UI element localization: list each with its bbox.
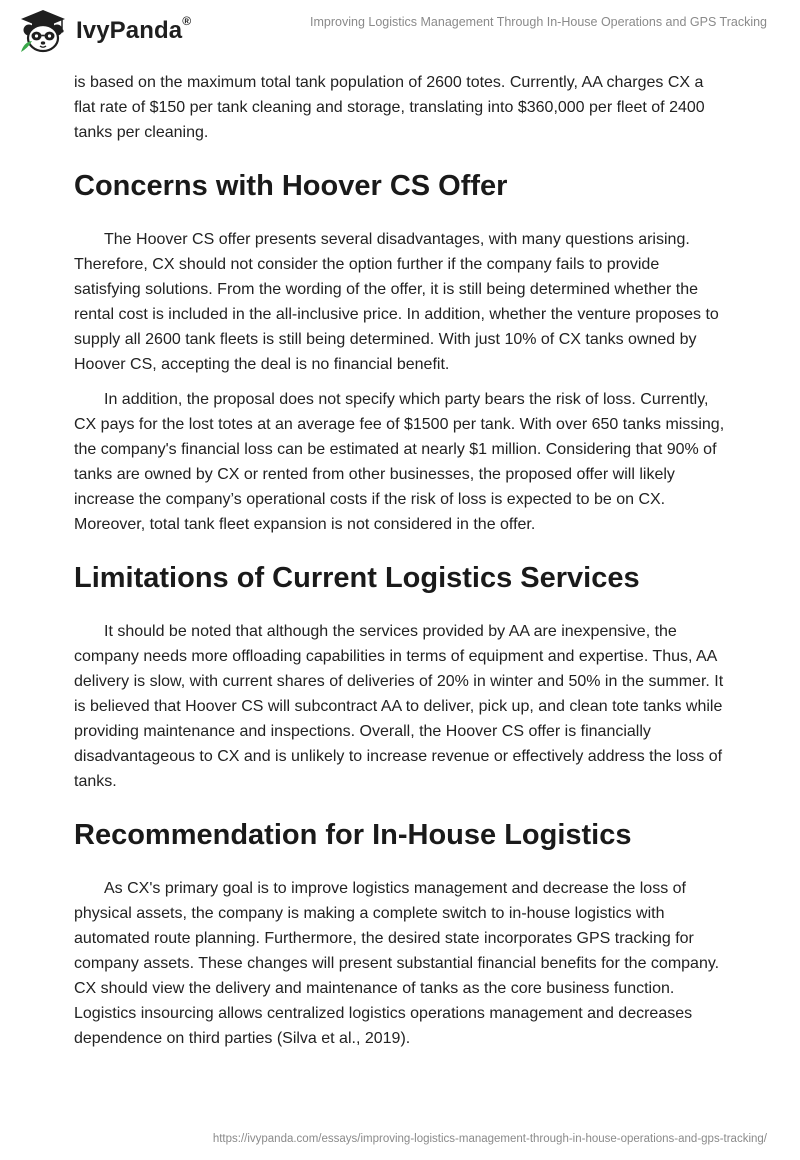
essay-content	[74, 70, 728, 1061]
panda-graduate-icon	[18, 8, 68, 54]
paragraph: As CX's primary goal is to improve logistics management and decrease the loss of physical assets, the company is making a complete switch to in-house logistics with automated route planning. Furthermore, the desired state incorporates GPS tracking for company assets. These changes will present substantial financial benefits for the company. CX should view the delivery and maintenance of tanks as the core business function. Logistics insourcing allows centralized logistics operations management and decreases dependence on third parties (Silva et al., 2019).	[74, 880, 720, 1047]
page-header	[0, 0, 800, 62]
source-url[interactable]: https://ivypanda.com/essays/improving-logistics-management-through-in-house-operations-and-gps-tracking/	[212, 1133, 767, 1145]
heading-limitations-logistics: Limitations of Current Logistics Services	[74, 562, 640, 594]
paragraph: The Hoover CS offer presents several disadvantages, with many questions arising. Therefore, CX should not consider the option further if the company fails to provide satisfying solutions. From the wording of the offer, it is still being determined whether the rental cost is included in the all-inclusive price. In addition, whether the venture proposes to supply all 2600 tank fleets is still being determined. With just 10% of CX tanks owned by Hoover CS, accepting the deal is no financial benefit.	[74, 231, 719, 373]
document-title: Improving Logistics Management Through In-House Operations and GPS Tracking	[310, 15, 767, 29]
heading-concerns-hoover-offer: Concerns with Hoover CS Offer	[74, 170, 508, 202]
logo-wordmark: IvyPanda®	[76, 14, 192, 44]
ivypanda-logo[interactable]	[18, 8, 191, 54]
heading-recommendation-in-house: Recommendation for In-House Logistics	[74, 819, 632, 851]
intro-paragraph: is based on the maximum total tank population of 2600 totes. Currently, AA charges CX a flat rate of $150 per tank cleaning and storage, translating into $360,000 per fleet of 2400 tanks per cleaning.	[74, 74, 705, 141]
paragraph: It should be noted that although the services provided by AA are inexpensive, the company needs more offloading capabilities in terms of equipment and expertise. Thus, AA delivery is slow, with current shares of deliveries of 20% in winter and 50% in the summer. It is believed that Hoover CS will subcontract AA to deliver, pick up, and clean tote tanks while providing maintenance and inspections. Overall, the Hoover CS offer is financially disadvantageous to CX and is unlikely to increase revenue or effectively address the loss of tanks.	[74, 623, 724, 790]
paragraph: In addition, the proposal does not specify which party bears the risk of loss. Currently, CX pays for the lost totes at an average fee of $1500 per tank. With over 650 tanks missing, the company's financial loss can be estimated at nearly $1 million. Considering that 90% of tanks are owned by CX or rented from other businesses, the proposed offer will likely increase the company’s operational costs if the risk of loss is expected to be on CX. Moreover, total tank fleet expansion is not considered in the offer.	[74, 391, 725, 533]
